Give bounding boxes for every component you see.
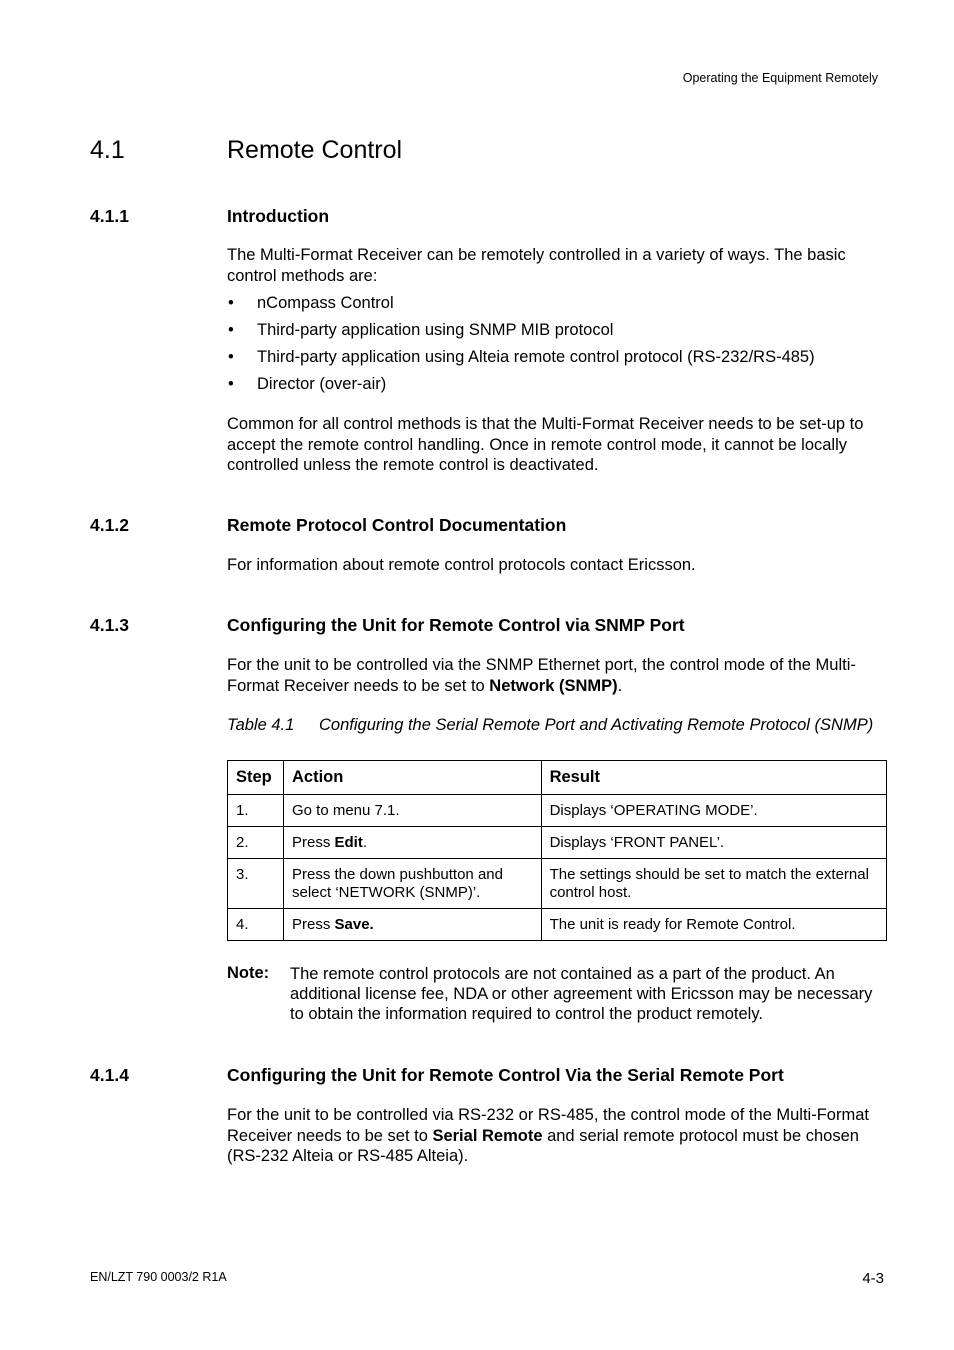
column-header-result: Result <box>541 761 886 795</box>
action-cell: Press Save. <box>283 909 541 941</box>
subsection-number-413: 4.1.3 <box>90 615 129 635</box>
subsection-number-414: 4.1.4 <box>90 1065 129 1085</box>
list-item: • Director (over-air) <box>227 374 889 401</box>
result-cell: The settings should be set to match the external control host. <box>541 859 886 909</box>
table-row <box>228 795 887 827</box>
action-cell: Press the down pushbutton and select ‘NETWORK (SNMP)’. <box>283 859 541 909</box>
list-item: • Third-party application using Alteia remote control protocol (RS-232/RS-485) <box>227 347 889 374</box>
step-cell: 1. <box>228 795 284 827</box>
step-cell: 2. <box>228 827 284 859</box>
common-methods-paragraph: Common for all control methods is that the Multi-Format Receiver needs to be set-up to accept the remote control handling. Once in remote control mode, it cannot be locally controlled unless the remote control is deactivated. <box>227 415 864 474</box>
step-cell: 4. <box>228 909 284 941</box>
serial-mode-emphasis: Serial Remote <box>432 1126 543 1145</box>
table-caption-label: Table 4.1 <box>227 716 295 734</box>
section-title: Remote Control <box>227 136 403 164</box>
subsection-title-snmp: Configuring the Unit for Remote Control via SNMP Port <box>227 615 685 635</box>
note-label: Note: <box>227 964 270 982</box>
protocol-docs-paragraph: For information about remote control protocols contact Ericsson. <box>227 556 696 574</box>
snmp-steps-table <box>227 760 887 941</box>
result-cell: The unit is ready for Remote Control. <box>541 909 886 941</box>
step-cell: 3. <box>228 859 284 909</box>
subsection-number-411: 4.1.1 <box>90 206 129 226</box>
column-header-action: Action <box>283 761 541 795</box>
serial-paragraph: For the unit to be controlled via RS-232 or RS-485, the control mode of the Multi-Format Receiver needs to be set to Serial Remote and serial remote protocol must be chosen (RS-232 Alteia or RS-485 Alteia). <box>227 1106 869 1165</box>
result-cell: Displays ‘FRONT PANEL’. <box>541 827 886 859</box>
table-row <box>228 859 887 909</box>
note-text: The remote control protocols are not contained as a part of the product. An additional license fee, NDA or other agreement with Ericsson may be necessary to obtain the information required to control the product remotely. <box>290 965 873 1023</box>
subsection-number-412: 4.1.2 <box>90 515 129 535</box>
result-cell: Displays ‘OPERATING MODE’. <box>541 795 886 827</box>
table-caption-text: Configuring the Serial Remote Port and Activating Remote Protocol (SNMP) <box>319 716 874 734</box>
action-cell: Go to menu 7.1. <box>283 795 541 827</box>
table-row <box>228 827 887 859</box>
document-id: EN/LZT 790 0003/2 R1A <box>90 1270 227 1284</box>
list-item: • nCompass Control <box>227 293 889 320</box>
subsection-title-protocol-docs: Remote Protocol Control Documentation <box>227 515 567 535</box>
column-header-step: Step <box>228 761 284 795</box>
subsection-title-introduction: Introduction <box>227 206 330 226</box>
list-item: • Third-party application using SNMP MIB protocol <box>227 320 889 347</box>
intro-paragraph: The Multi-Format Receiver can be remotely controlled in a variety of ways. The basic control methods are: <box>227 246 846 285</box>
table-header-row <box>228 761 887 795</box>
snmp-paragraph: For the unit to be controlled via the SNMP Ethernet port, the control mode of the Multi-Format Receiver needs to be set to Network (SNMP). <box>227 656 856 695</box>
running-header: Operating the Equipment Remotely <box>682 71 878 85</box>
control-methods-list <box>227 293 889 401</box>
table-caption <box>227 715 889 755</box>
action-cell: Press Edit. <box>283 827 541 859</box>
subsection-title-serial: Configuring the Unit for Remote Control Via the Serial Remote Port <box>227 1065 784 1085</box>
page-number: 4-3 <box>862 1270 884 1287</box>
section-number: 4.1 <box>90 136 125 164</box>
snmp-mode-emphasis: Network (SNMP) <box>489 676 618 695</box>
table-row <box>228 909 887 941</box>
